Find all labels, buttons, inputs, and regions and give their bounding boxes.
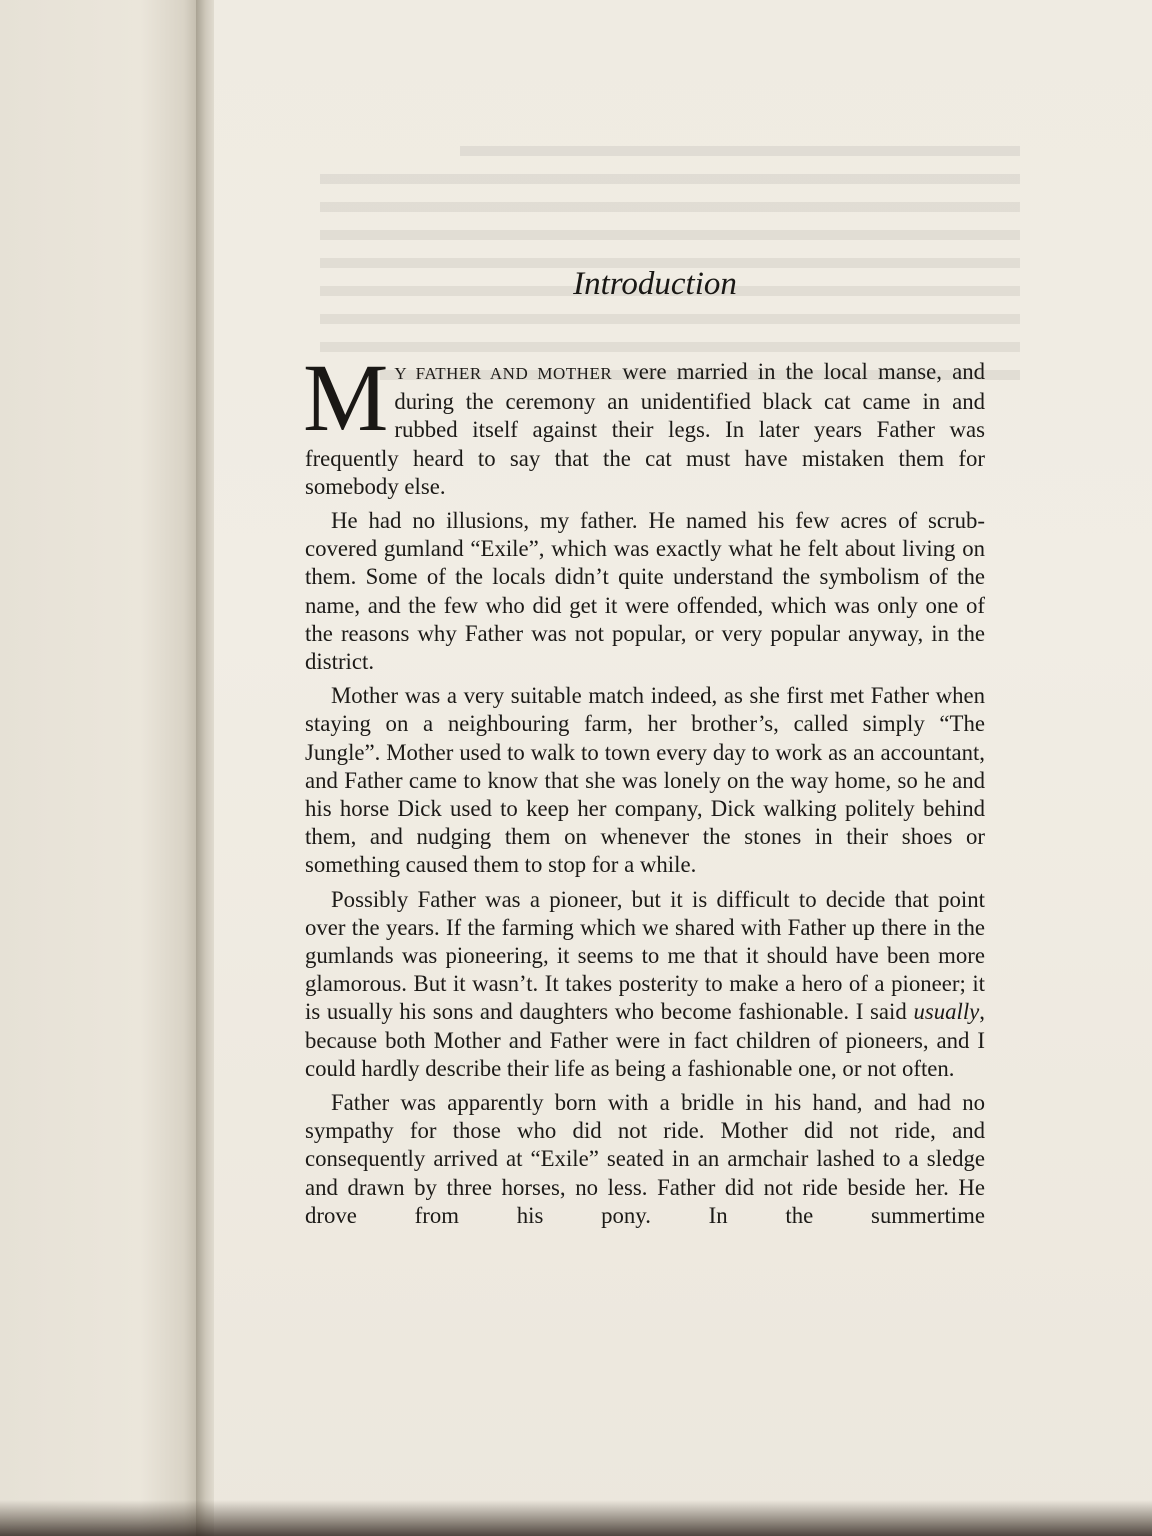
bottom-edge-shadow — [0, 1500, 1152, 1536]
paragraph-3-text: Mother was a very suitable match indeed, as she first met Father when staying on a neighbouring farm, her brother’s, called simply “The Jungle”. Mother used to walk to town every day to work as an accountant, and Father came to know that she was lonely on the way home, so he and his horse Dick used to keep her company, Dick walking politely behind them, and nudging them on whenever the stones in their shoes or something caused them to stop for a while. — [305, 683, 985, 878]
paragraph-4-italic: usually — [913, 999, 980, 1025]
paragraph-1 — [303, 344, 985, 501]
drop-cap: M — [303, 344, 389, 451]
page-content — [305, 262, 985, 1230]
paragraph-5-text: Father was apparently born with a bridle in his hand, and had no sympathy for those who did not ride. Mother did not ride, and consequently arrived at “Exile” seated in an armchair lashed to a sledge and drawn by three horses, no less. Father did not ride beside her. He drove from his pony. In the summertime — [305, 1090, 985, 1228]
paragraph-3 — [305, 682, 985, 879]
left-page — [0, 0, 200, 1536]
paragraph-5 — [305, 1089, 985, 1230]
paragraph-4 — [305, 886, 985, 1083]
paragraph-2-text: He had no illusions, my father. He named his few acres of scrub-covered gumland “Exile”, which was exactly what he felt about living on them. Some of the locals didn’t quite understand the symbolism of the name, and the few who did get it were offended, which was only one of the reasons why Father was not popular, or very popular anyway, in the district. — [305, 508, 985, 675]
paragraph-2 — [305, 507, 985, 676]
paragraph-4-text-a: Possibly Father was a pioneer, but it is difficult to decide that point over the years. If the farming which we shared with Father up there in the gumlands was pioneering, it seems to me that it should have been more glamorous. But it wasn’t. It takes posterity to make a hero of a pioneer; it is usually his sons and daughters who become fashionable. I said — [305, 886, 985, 1025]
chapter-title: Introduction — [573, 266, 737, 302]
paragraph-1-text: were married in the local manse, and during the ceremony an unidentified black cat came in and rubbed itself against their legs. In later years Father was frequently heard to say that the cat must have mistaken them for somebody else. — [305, 359, 985, 499]
lead-smallcaps: Y FATHER AND MOTHER — [394, 364, 613, 383]
paragraph-4-text-b: , because both Mother and Father were in fact children of pioneers, and I could hardly describe their life as being a fashionable one, or not often. — [305, 999, 985, 1081]
